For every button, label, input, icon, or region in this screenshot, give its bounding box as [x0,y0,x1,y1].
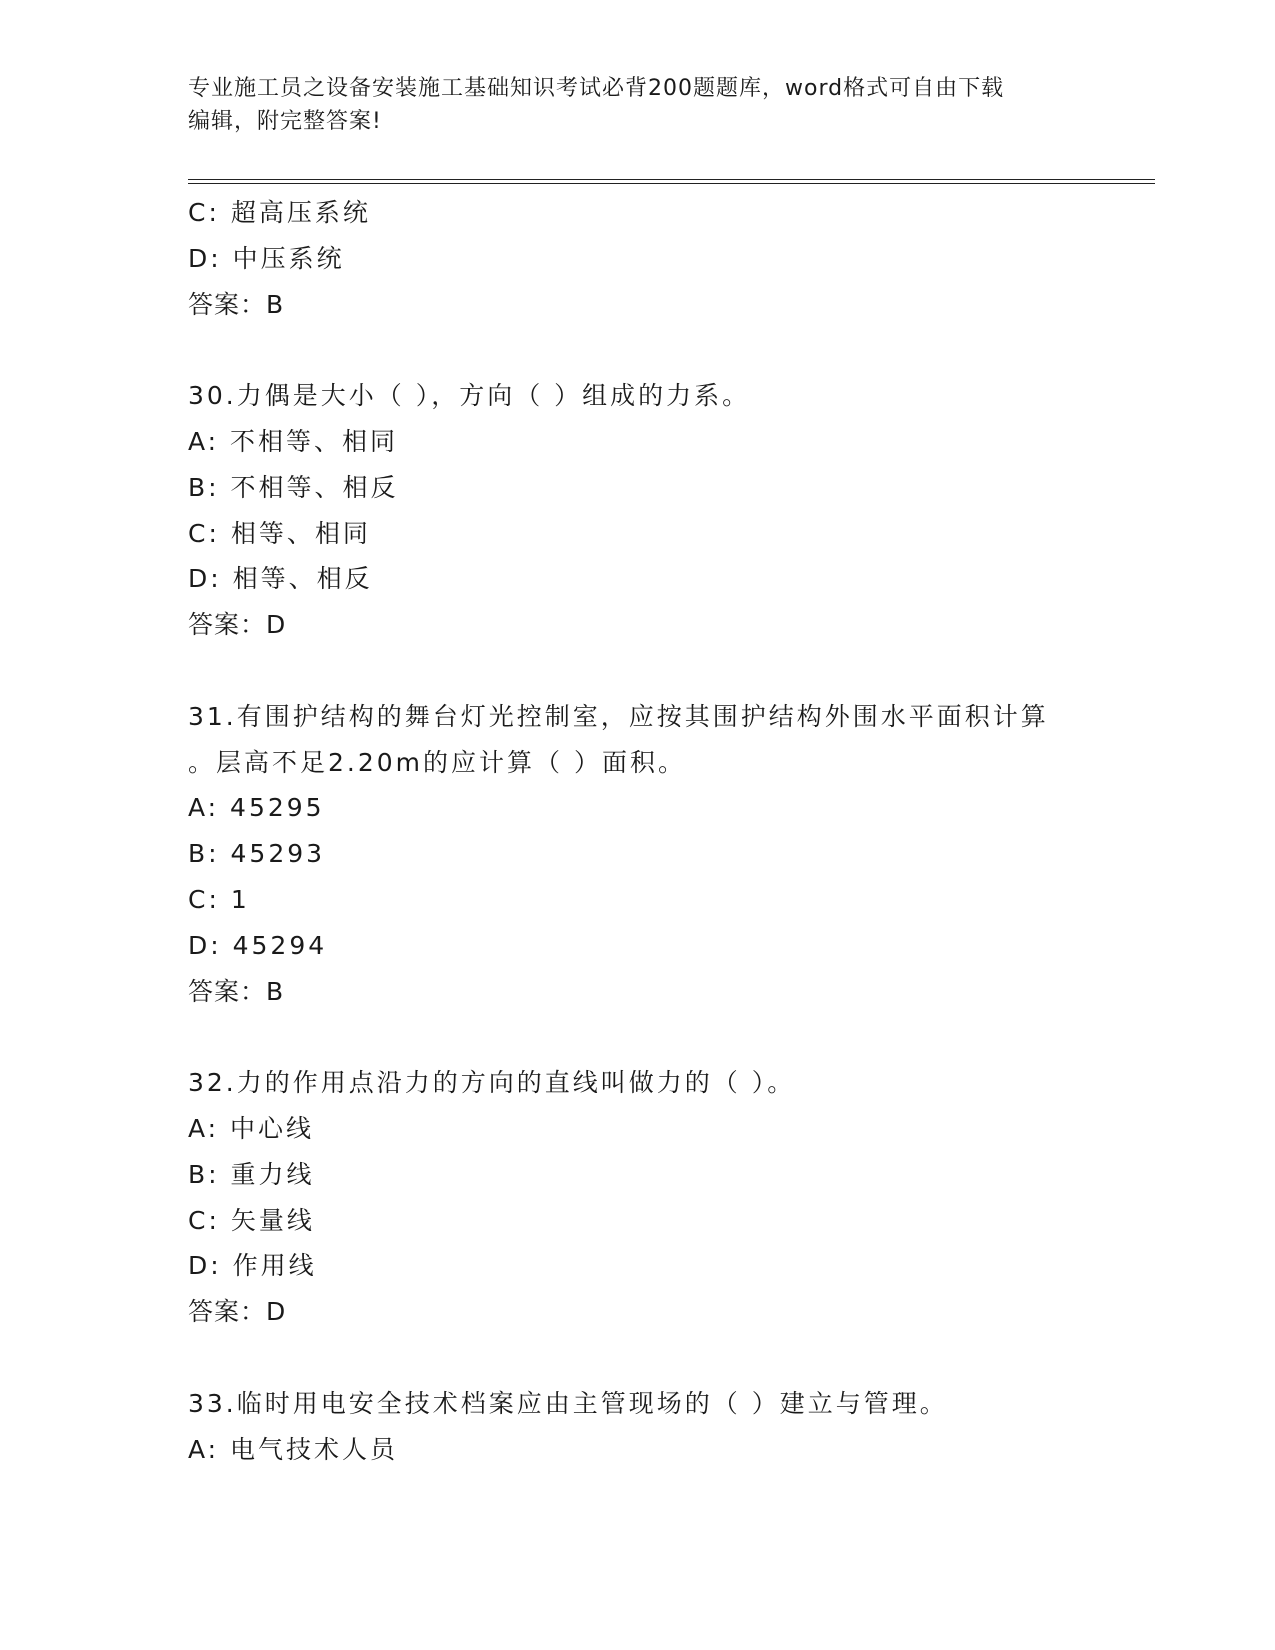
spacer [188,1014,1088,1060]
option-d: D: 作用线 [188,1251,317,1281]
question-29-tail [188,190,1088,327]
answer-line: 答案：B [188,976,285,1006]
question-stem: 33.临时用电安全技术档案应由主管现场的（ ）建立与管理。 [188,1388,948,1418]
question-stem-continued: 。层高不足2.20m的应计算（ ）面积。 [188,747,686,777]
option-c: C: 超高压系统 [188,198,371,227]
document-header [188,72,1068,138]
option-d: D: 相等、相反 [188,564,373,594]
answer-line: 答案：D [188,610,287,640]
question-33 [188,1381,1088,1473]
question-stem: 32.力的作用点沿力的方向的直线叫做力的（ ）。 [188,1068,796,1098]
question-list [188,190,1088,1472]
option-c: C: 1 [188,884,250,914]
option-a: A: 不相等、相同 [188,426,399,456]
option-d: D: 45294 [188,930,328,960]
option-c: C: 相等、相同 [188,518,371,548]
spacer [188,327,1088,373]
option-a: A: 电气技术人员 [188,1434,399,1464]
option-c: C: 矢量线 [188,1205,315,1235]
header-divider-top [188,179,1155,180]
option-b: B: 不相等、相反 [188,472,399,502]
question-31 [188,694,1088,1015]
question-stem: 30.力偶是大小（ ），方向（ ）组成的力系。 [188,381,751,411]
option-b: B: 45293 [188,839,326,869]
option-d: D: 中压系统 [188,243,345,273]
spacer [188,1335,1088,1381]
option-b: B: 重力线 [188,1159,315,1189]
header-title-line-2: 编辑，附完整答案! [188,109,382,134]
question-30 [188,373,1088,648]
answer-line: 答案：D [188,1297,287,1327]
option-a: A: 中心线 [188,1113,315,1143]
answer-line: 答案：B [188,289,285,319]
option-a: A: 45295 [188,793,325,823]
header-title-line-1: 专业施工员之设备安装施工基础知识考试必背200题题库，word格式可自由下载 [188,76,1005,101]
question-32 [188,1060,1088,1335]
question-stem: 31.有围护结构的舞台灯光控制室，应按其围护结构外围水平面积计算 [188,701,1049,731]
spacer [188,648,1088,694]
header-divider-bottom [188,183,1155,184]
